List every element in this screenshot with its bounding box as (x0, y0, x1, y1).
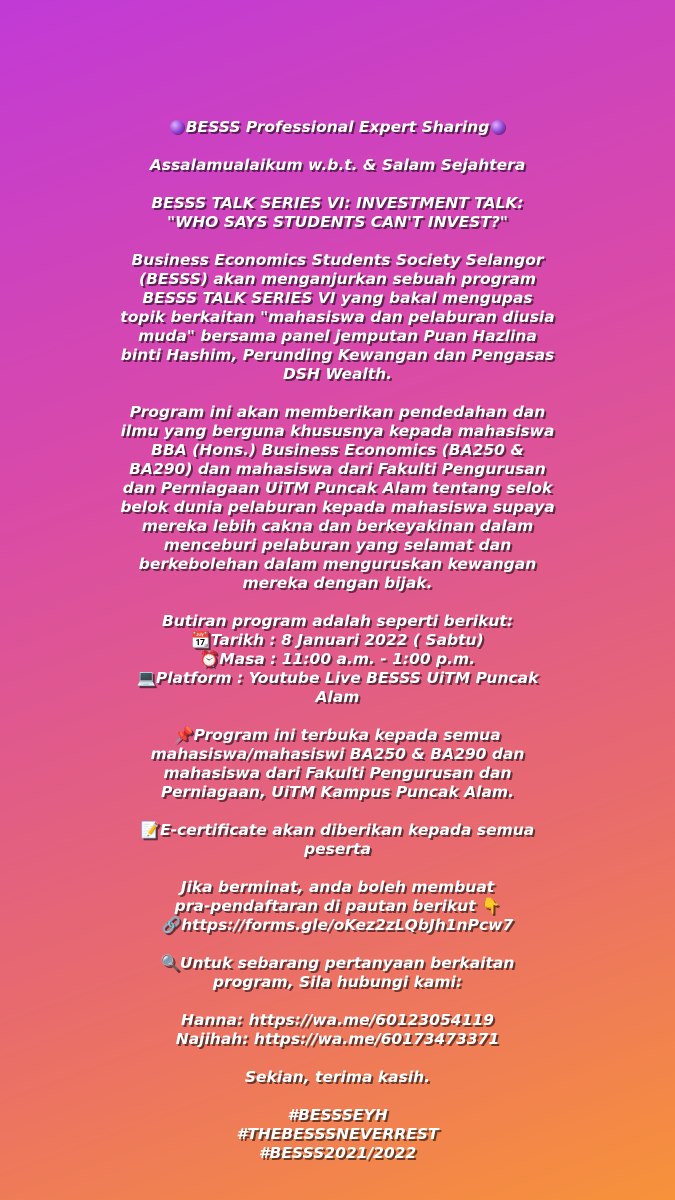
hashtag: #THEBESSSNEVERREST (236, 1125, 439, 1143)
calendar-icon: 📆 (191, 631, 211, 649)
hashtag: #BESSSEYH (287, 1106, 388, 1124)
registration-link[interactable]: https://forms.gle/oKez2zLQbJh1nPcw7 (181, 916, 514, 934)
pointing-down-icon: 👇 (481, 897, 501, 915)
platform-line: 💻Platform : Youtube Live BESSS UiTM Puncak Alam (136, 669, 539, 706)
crystal-ball-icon (170, 120, 184, 134)
pushpin-icon: 📌 (174, 726, 194, 744)
register-paragraph: Jika berminat, anda boleh membuat pra-pendaftaran di pautan berikut 👇 🔗https://forms.gle/oKez2zLQbJh1nPcw7 (161, 878, 514, 934)
closing-line: Sekian, terima kasih. (244, 1068, 431, 1086)
details-heading: Butiran program adalah seperti berikut: (161, 612, 514, 630)
talk-title-line-1: BESSS TALK SERIES VI: INVESTMENT TALK: (151, 194, 524, 212)
greeting: Assalamualaikum w.b.t. & Salam Sejahtera (149, 156, 526, 174)
hashtag: #BESSS2021/2022 (258, 1144, 417, 1162)
time-line: ⏰Masa : 11:00 a.m. - 1:00 p.m. (199, 650, 476, 668)
laptop-icon: 💻 (136, 669, 156, 687)
date-line: 📆Tarikh : 8 Januari 2022 ( Sabtu) (191, 631, 484, 649)
memo-icon: 📝 (140, 821, 161, 839)
contact-heading: 🔍Untuk sebarang pertanyaan berkaitan program, Sila hubungi kami: (160, 954, 515, 991)
intro-paragraph: Business Economics Students Society Selangor (BESSS) akan menganjurkan sebuah program BESSS TALK SERIES VI yang bakal mengupas topik berkaitan "mahasiswa dan pelaburan diusia muda" bersama panel jemputan Puan Hazlina binti Hashim, Perunding Kewangan dan Pengasas DSH Wealth. (120, 251, 555, 383)
talk-title (118, 194, 557, 232)
header-line: BESSS Professional Expert Sharing (118, 118, 557, 137)
description-paragraph: Program ini akan memberikan pendedahan dan ilmu yang berguna khususnya kepada mahasiswa BBA (Hons.) Business Economics (BA250 & BA290) dan mahasiswa dari Fakulti Pengurusan dan Perniagaan UiTM Puncak Alam tentang selok belok dunia pelaburan kepada mahasiswa supaya mereka lebih cakna dan berkeyakinan dalam menceburi pelaburan yang selamat dan berkebolehan dalam menguruskan kewangan mereka dengan bijak. (120, 403, 555, 592)
link-icon: 🔗 (161, 916, 182, 934)
contact-hanna[interactable]: Hanna: https://wa.me/60123054119 (181, 1011, 494, 1029)
crystal-ball-icon (491, 120, 505, 134)
open-to-paragraph: 📌Program ini terbuka kepada semua mahasiswa/mahasiswi BA250 & BA290 dan mahasiswa dari Fakulti Pengurusan dan Perniagaan, UiTM Kampus Puncak Alam. (150, 726, 525, 801)
certificate-paragraph: 📝E-certificate akan diberikan kepada semua peserta (140, 821, 535, 858)
alarm-clock-icon: ⏰ (199, 650, 220, 668)
talk-title-line-2: "WHO SAYS STUDENTS CAN'T INVEST?" (167, 213, 508, 231)
contact-najihah[interactable]: Najihah: https://wa.me/60173473371 (175, 1030, 500, 1048)
magnifier-icon: 🔍 (160, 954, 180, 972)
